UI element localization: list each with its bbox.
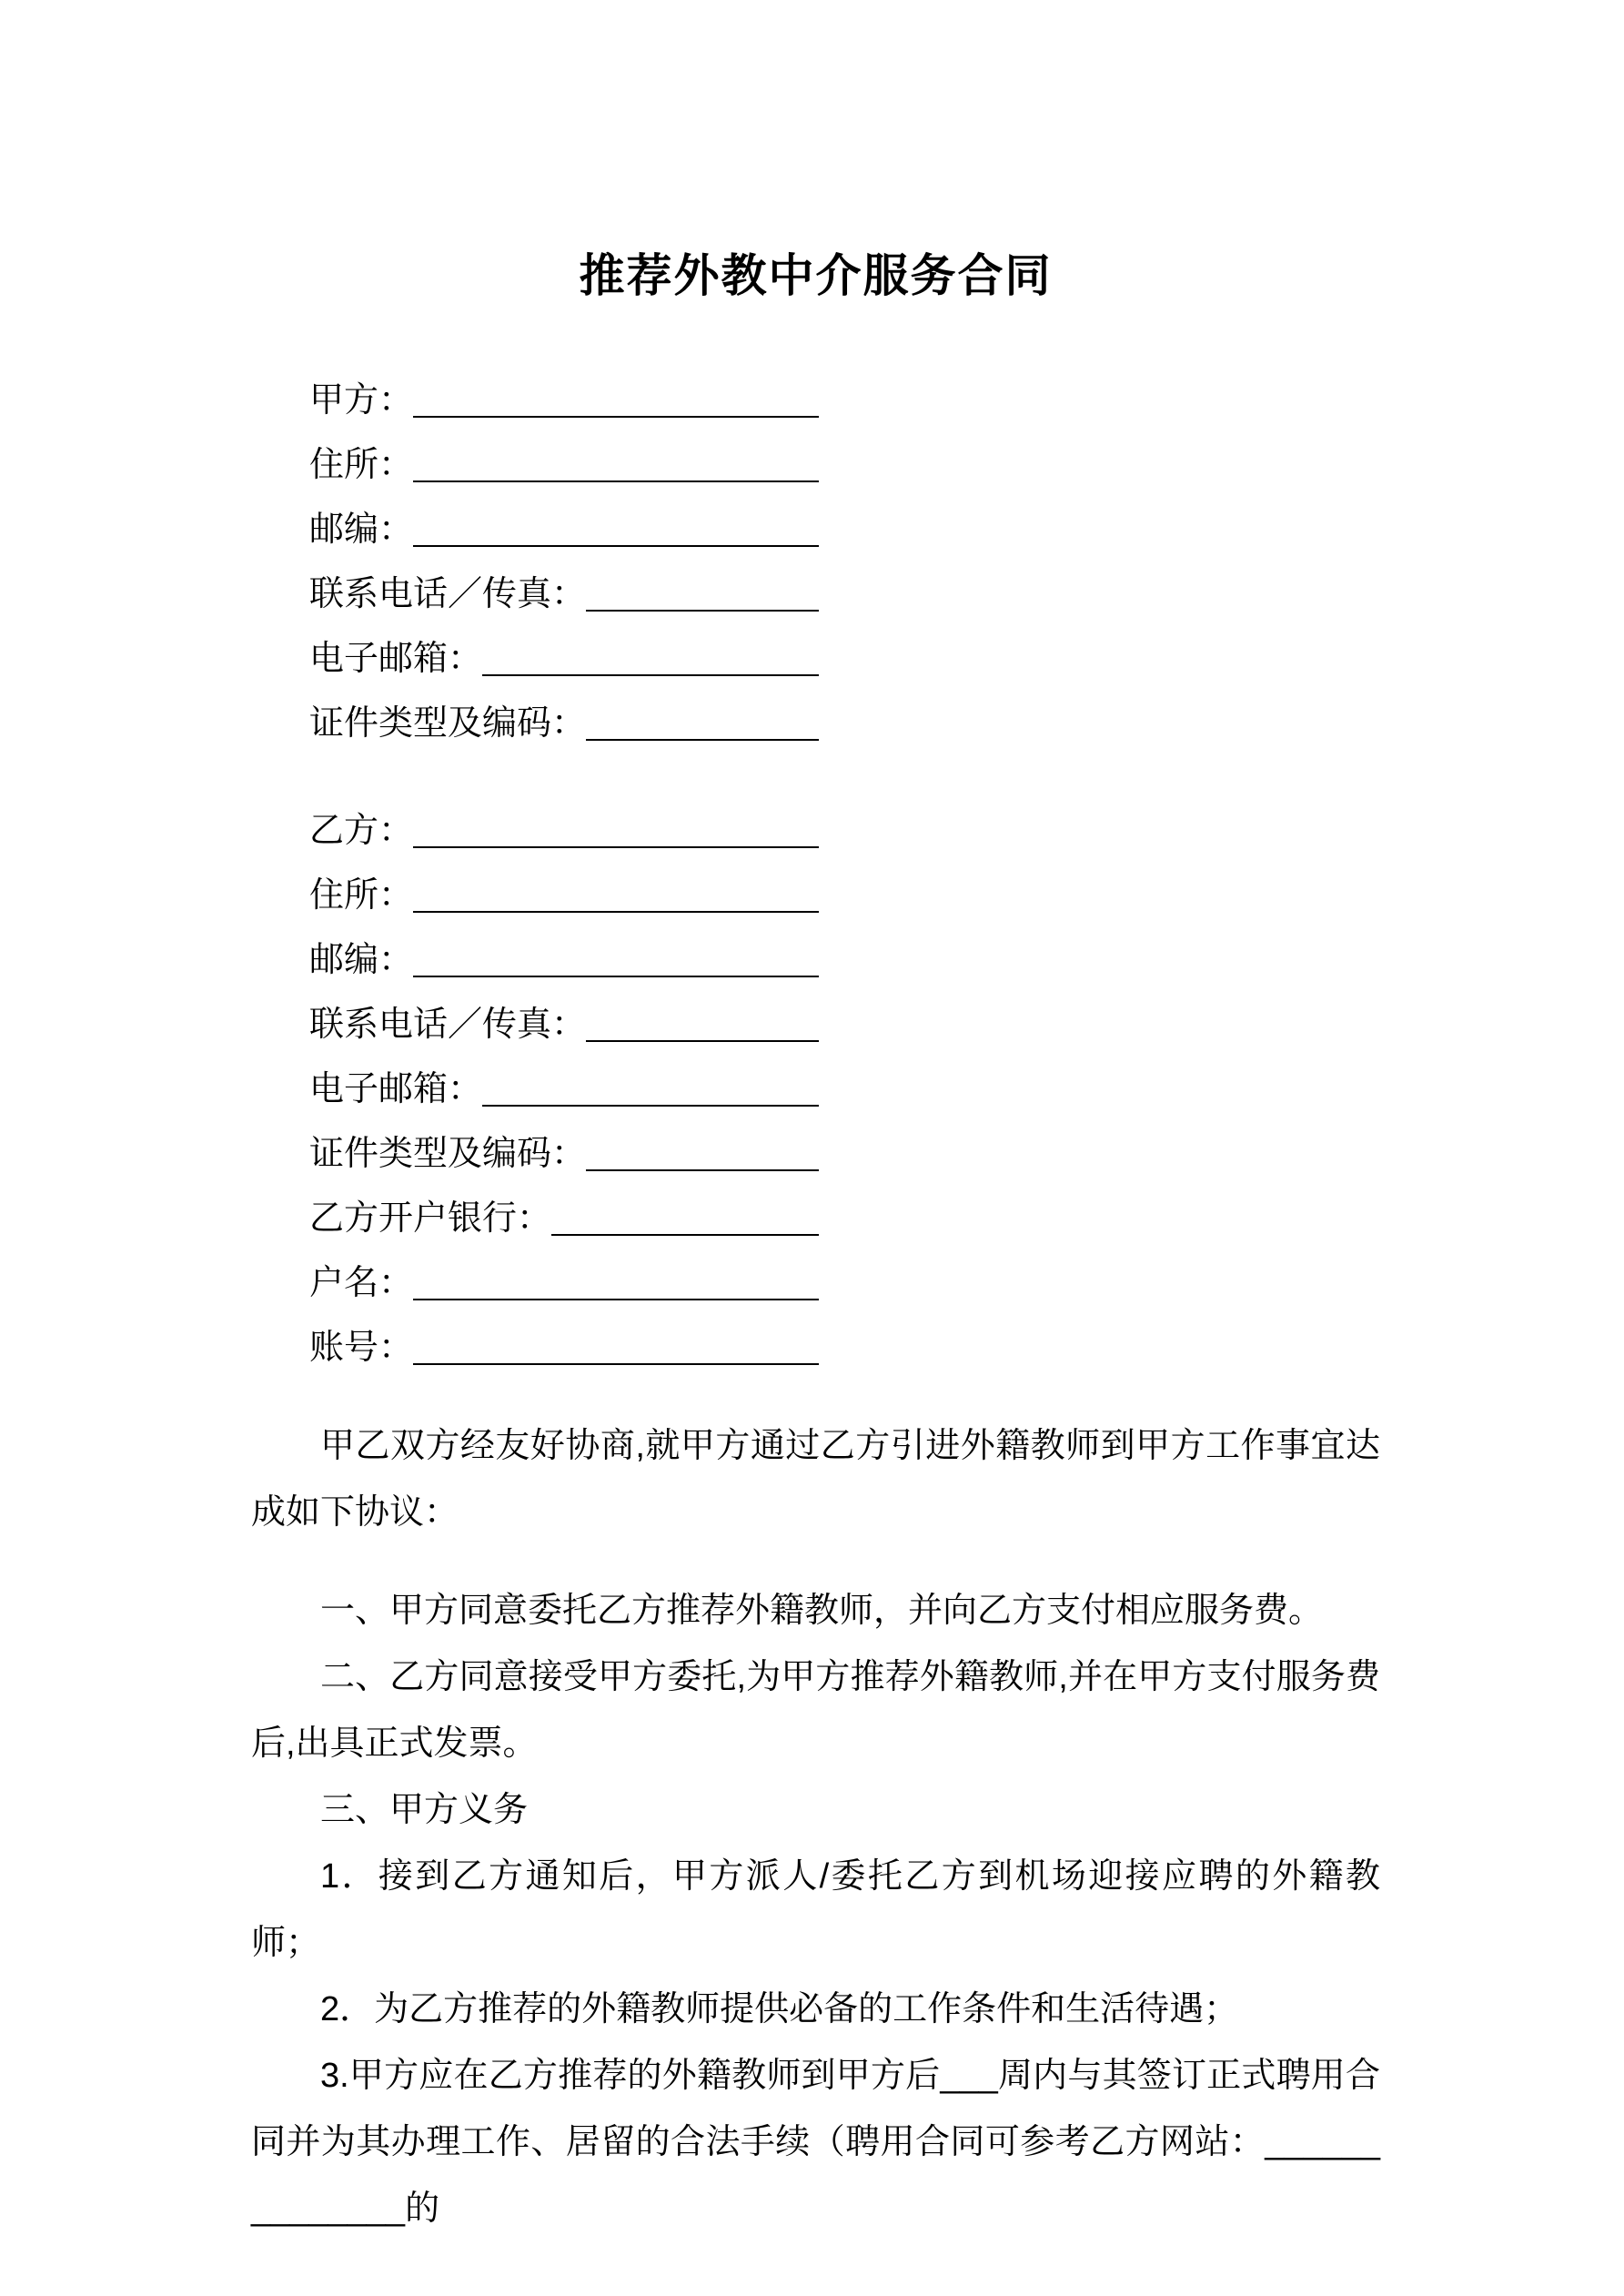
blank-fill-line (551, 1199, 819, 1236)
blank-fill-line (586, 704, 819, 741)
clause-3-item-2: 2．为乙方推荐的外籍教师提供必备的工作条件和生活待遇； (320, 1990, 1239, 2028)
form-row-party-a-id-type (309, 683, 819, 748)
clause-2: 二、乙方同意接受甲方委托,为甲方推荐外籍教师,并在甲方支付服务费后,出具正式发票。 (251, 1658, 1380, 1763)
field-label: 账号： (309, 1329, 414, 1367)
clause-3-item-3: 3.甲方应在乙方推荐的外籍教师到甲方后___周内与其签订正式聘用合同并为其办理工作、居留的合法手续（聘用合同可参考乙方网站：______________的 (251, 2057, 1380, 2228)
form-row-party-b-bank (309, 1178, 819, 1243)
clause-3-heading: 三、甲方义务 (320, 1791, 529, 1829)
field-label: 住所： (309, 876, 414, 915)
blank-fill-line (586, 1135, 819, 1171)
field-label: 户名： (309, 1264, 414, 1302)
intro-paragraph: 甲乙双方经友好协商,就甲方通过乙方引进外籍教师到甲方工作事宜达成如下协议： (251, 1427, 1380, 1532)
field-label: 电子邮箱： (309, 640, 483, 678)
field-label: 乙方： (309, 812, 414, 850)
blank-fill-line (413, 876, 819, 913)
form-row-party-b-email (309, 1049, 819, 1114)
blank-fill-line (413, 941, 819, 977)
field-label: 住所： (309, 446, 414, 484)
party-b-section (251, 791, 1380, 1372)
form-row-party-b-postcode (309, 920, 819, 985)
form-row-party-b-account-number (309, 1308, 819, 1372)
blank-fill-line (413, 1264, 819, 1300)
form-row-party-a-phone-fax (309, 554, 819, 619)
form-row-party-a-email (309, 619, 819, 683)
blank-fill-line (413, 446, 819, 482)
field-label: 甲方： (309, 381, 414, 420)
field-label: 电子邮箱： (309, 1070, 483, 1108)
clause-3-item-1: 1．接到乙方通知后，甲方派人/委托乙方到机场迎接应聘的外籍教师； (251, 1857, 1380, 1962)
document-title: 推荐外教中介服务合同 (579, 250, 1053, 301)
blank-fill-line (482, 1070, 819, 1107)
form-row-party-b-address (309, 855, 819, 920)
form-row-party-b-name (309, 791, 819, 855)
form-row-party-a-address (309, 425, 819, 490)
clause-1: 一、甲方同意委托乙方推荐外籍教师，并向乙方支付相应服务费。 (320, 1592, 1324, 1630)
form-row-party-a-postcode (309, 490, 819, 554)
blank-fill-line (413, 1329, 819, 1365)
field-label: 证件类型及编码： (309, 704, 587, 743)
field-label: 联系电话／传真： (309, 575, 587, 613)
form-row-party-b-phone-fax (309, 985, 819, 1049)
blank-fill-line (413, 812, 819, 848)
field-label: 乙方开户银行： (309, 1199, 552, 1238)
field-label: 证件类型及编码： (309, 1135, 587, 1173)
form-row-party-b-id-type (309, 1114, 819, 1178)
contract-body (251, 1413, 1380, 2242)
blank-fill-line (586, 1006, 819, 1042)
form-row-party-a-name (309, 360, 819, 425)
blank-fill-line (586, 575, 819, 612)
form-row-party-b-account-name (309, 1243, 819, 1308)
field-label: 邮编： (309, 511, 414, 549)
blank-fill-line (413, 511, 819, 547)
blank-fill-line (482, 640, 819, 676)
field-label: 邮编： (309, 941, 414, 979)
blank-fill-line (413, 381, 819, 418)
party-a-section (251, 360, 1380, 748)
field-label: 联系电话／传真： (309, 1006, 587, 1044)
